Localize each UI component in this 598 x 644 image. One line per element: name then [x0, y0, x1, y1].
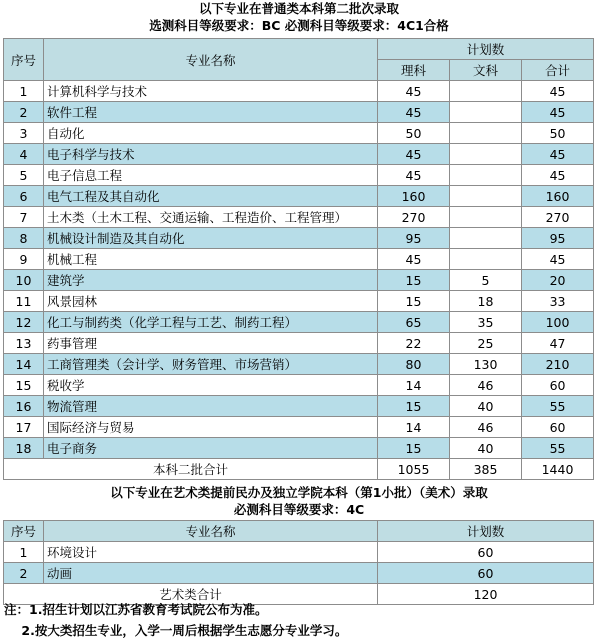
row-major-name: 机械设计制造及其自动化	[44, 228, 378, 249]
row-no: 14	[4, 354, 44, 375]
row-total: 50	[522, 123, 594, 144]
row-total: 100	[522, 312, 594, 333]
table-row	[4, 270, 594, 291]
art-total-label: 艺术类合计	[4, 584, 378, 605]
table-row	[4, 291, 594, 312]
row-arts: 35	[450, 312, 522, 333]
table-row	[4, 81, 594, 102]
total-row	[4, 459, 594, 480]
row-major-name: 电子科学与技术	[44, 144, 378, 165]
total-arts: 385	[450, 459, 522, 480]
row-no: 10	[4, 270, 44, 291]
row-science: 45	[378, 102, 450, 123]
row-no: 13	[4, 333, 44, 354]
row-no: 12	[4, 312, 44, 333]
table-row	[4, 186, 594, 207]
row-major-name: 国际经济与贸易	[44, 417, 378, 438]
row-total: 95	[522, 228, 594, 249]
row-science: 15	[378, 438, 450, 459]
row-arts: 40	[450, 438, 522, 459]
row-major-name: 电气工程及其自动化	[44, 186, 378, 207]
table-row	[4, 165, 594, 186]
art-table-header-row	[4, 521, 594, 542]
row-arts: 18	[450, 291, 522, 312]
table-row	[4, 144, 594, 165]
row-no: 16	[4, 396, 44, 417]
row-arts: 25	[450, 333, 522, 354]
row-no: 18	[4, 438, 44, 459]
row-no: 8	[4, 228, 44, 249]
row-no: 9	[4, 249, 44, 270]
art-row-plan: 60	[378, 563, 594, 584]
row-arts	[450, 249, 522, 270]
row-no: 3	[4, 123, 44, 144]
art-total-plan: 120	[378, 584, 594, 605]
row-total: 210	[522, 354, 594, 375]
note-line-2: 2.按大类招生专业，入学一周后根据学生志愿分专业学习。	[4, 623, 348, 638]
row-total: 55	[522, 396, 594, 417]
row-science: 15	[378, 270, 450, 291]
row-total: 160	[522, 186, 594, 207]
row-science: 50	[378, 123, 450, 144]
section1-subtitle: 选测科目等级要求：BC 必测科目等级要求：4C1合格	[149, 18, 449, 33]
art-row-major-name: 环境设计	[44, 542, 378, 563]
row-arts	[450, 228, 522, 249]
row-total: 20	[522, 270, 594, 291]
row-total: 45	[522, 102, 594, 123]
table-row	[4, 333, 594, 354]
note-line-1: 注：1.招生计划以江苏省教育考试院公布为准。	[4, 602, 268, 617]
row-no: 15	[4, 375, 44, 396]
header-science: 理科	[378, 60, 450, 81]
row-total: 60	[522, 417, 594, 438]
art-row-major-name: 动画	[44, 563, 378, 584]
row-total: 33	[522, 291, 594, 312]
row-no: 7	[4, 207, 44, 228]
table-row	[4, 542, 594, 563]
total-total: 1440	[522, 459, 594, 480]
row-total: 270	[522, 207, 594, 228]
row-arts	[450, 186, 522, 207]
row-arts	[450, 165, 522, 186]
section2-subtitle: 必测科目等级要求：4C	[233, 502, 365, 517]
row-no: 6	[4, 186, 44, 207]
row-science: 22	[378, 333, 450, 354]
row-arts: 5	[450, 270, 522, 291]
row-major-name: 化工与制药类（化学工程与工艺、制药工程）	[44, 312, 378, 333]
undergrad-plan-body	[4, 81, 594, 459]
row-science: 15	[378, 396, 450, 417]
row-science: 45	[378, 144, 450, 165]
row-arts: 46	[450, 375, 522, 396]
row-science: 65	[378, 312, 450, 333]
art-row-no: 2	[4, 563, 44, 584]
row-total: 60	[522, 375, 594, 396]
row-science: 14	[378, 417, 450, 438]
row-major-name: 药事管理	[44, 333, 378, 354]
row-no: 2	[4, 102, 44, 123]
art-plan-table	[3, 520, 594, 605]
row-arts	[450, 102, 522, 123]
row-total: 47	[522, 333, 594, 354]
header-name: 专业名称	[44, 39, 378, 81]
table-row	[4, 417, 594, 438]
header-total: 合计	[522, 60, 594, 81]
row-major-name: 风景园林	[44, 291, 378, 312]
row-total: 45	[522, 165, 594, 186]
art-header-plan: 计划数	[378, 521, 594, 542]
row-major-name: 计算机科学与技术	[44, 81, 378, 102]
row-major-name: 物流管理	[44, 396, 378, 417]
row-total: 45	[522, 249, 594, 270]
total-label: 本科二批合计	[4, 459, 378, 480]
row-major-name: 机械工程	[44, 249, 378, 270]
row-arts: 40	[450, 396, 522, 417]
table-row	[4, 207, 594, 228]
row-arts	[450, 144, 522, 165]
row-total: 45	[522, 81, 594, 102]
art-plan-body	[4, 542, 594, 584]
art-header-name: 专业名称	[44, 521, 378, 542]
table-row	[4, 354, 594, 375]
row-major-name: 建筑学	[44, 270, 378, 291]
row-total: 45	[522, 144, 594, 165]
art-header-no: 序号	[4, 521, 44, 542]
row-science: 270	[378, 207, 450, 228]
table-row	[4, 375, 594, 396]
undergrad-plan-table	[3, 38, 594, 480]
row-arts	[450, 123, 522, 144]
table-row	[4, 396, 594, 417]
row-no: 17	[4, 417, 44, 438]
row-science: 14	[378, 375, 450, 396]
table-row	[4, 102, 594, 123]
row-major-name: 税收学	[44, 375, 378, 396]
row-no: 5	[4, 165, 44, 186]
row-science: 80	[378, 354, 450, 375]
section2-title: 以下专业在艺术类提前民办及独立学院本科（第1小批）（美术）录取	[110, 485, 488, 500]
row-arts	[450, 207, 522, 228]
row-science: 95	[378, 228, 450, 249]
total-science: 1055	[378, 459, 450, 480]
row-major-name: 工商管理类（会计学、财务管理、市场营销）	[44, 354, 378, 375]
row-science: 160	[378, 186, 450, 207]
table-header-row	[4, 39, 594, 60]
table-row	[4, 312, 594, 333]
row-major-name: 软件工程	[44, 102, 378, 123]
section1-title: 以下专业在普通类本科第二批次录取	[198, 1, 399, 16]
table-row	[4, 563, 594, 584]
header-arts: 文科	[450, 60, 522, 81]
row-science: 45	[378, 165, 450, 186]
art-row-no: 1	[4, 542, 44, 563]
row-total: 55	[522, 438, 594, 459]
row-major-name: 电子信息工程	[44, 165, 378, 186]
art-row-plan: 60	[378, 542, 594, 563]
table-row	[4, 249, 594, 270]
row-no: 4	[4, 144, 44, 165]
row-no: 11	[4, 291, 44, 312]
row-major-name: 自动化	[44, 123, 378, 144]
row-major-name: 电子商务	[44, 438, 378, 459]
row-no: 1	[4, 81, 44, 102]
table-row	[4, 438, 594, 459]
row-arts	[450, 81, 522, 102]
header-plan: 计划数	[378, 39, 594, 60]
row-arts: 130	[450, 354, 522, 375]
row-arts: 46	[450, 417, 522, 438]
row-science: 45	[378, 81, 450, 102]
table-row	[4, 228, 594, 249]
row-major-name: 土木类（土木工程、交通运输、工程造价、工程管理）	[44, 207, 378, 228]
row-science: 15	[378, 291, 450, 312]
header-no: 序号	[4, 39, 44, 81]
row-science: 45	[378, 249, 450, 270]
table-row	[4, 123, 594, 144]
